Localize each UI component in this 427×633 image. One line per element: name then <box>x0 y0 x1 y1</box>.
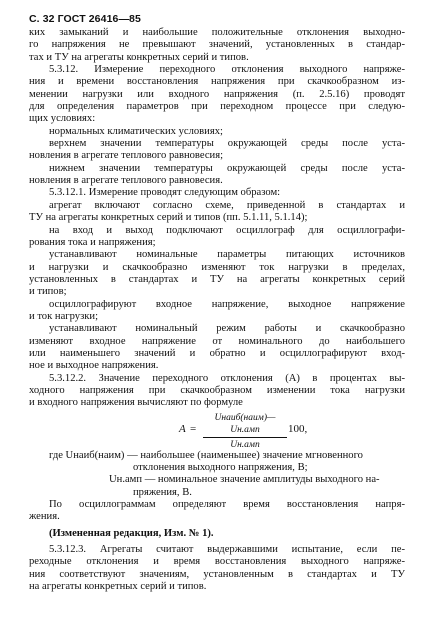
where-line: Uн.амп — номинальное значение амплитуды выходного на- <box>109 474 380 486</box>
list-item: верхнем значении температуры окружающей среды после уста- <box>49 138 405 150</box>
text-line: и ток нагрузки; <box>29 310 99 322</box>
text-line: или наименьшего значений и обратно и осциллографируют вход- <box>29 347 405 359</box>
formula-denominator: Uн.амп <box>230 439 260 450</box>
text-line: установленных в стандартах и ТУ на агрегаты конкретных серий <box>29 273 405 285</box>
text-line: ТУ на агрегаты конкретных серий и типов (пп. 5.1.11, 5.1.14); <box>29 212 308 224</box>
text-line: ходного напряжения при скачкообразном изменении тока нагрузки <box>29 384 405 396</box>
text-line: новления в агрегате теплового равновесия; <box>29 150 224 162</box>
text-line: рования тока и напряжения; <box>29 236 156 248</box>
fraction-bar <box>203 437 287 438</box>
where-line: пряжения, В. <box>133 486 192 498</box>
section-5-3-12-3-heading: 5.3.12.3. Агрегаты считают выдержавшими испытание, если пе- <box>49 544 405 556</box>
formula-equals: = <box>190 422 197 435</box>
formula-lhs: A <box>179 422 186 435</box>
formula <box>29 412 405 450</box>
text-line: жения. <box>29 511 60 523</box>
where-line: где Uнаиб(наим) — наибольшее (наименьшее) значение мгновенного <box>49 449 363 461</box>
document-body <box>29 27 405 593</box>
text-line: го напряжения не превышают значений, установленных в стандар- <box>29 39 405 51</box>
text-line: менении нагрузки или входного напряжения (п. 2.5.16) проводят <box>29 88 405 100</box>
section-5-3-12-1-heading: 5.3.12.1. Измерение проводят следующим образом: <box>49 187 281 199</box>
text-line: ния соответствуют значениям, установленным в стандартах и ТУ <box>29 568 405 580</box>
text-line: и типов; <box>29 286 67 298</box>
list-item: нормальных климатических условиях; <box>49 125 223 137</box>
text-line: ния и времени восстановления напряжения при скачкообразном из- <box>29 76 405 88</box>
where-line: отклонения выходного напряжения, В; <box>133 462 308 473</box>
text-line: новления в агрегате теплового равновесия. <box>29 175 223 187</box>
text-line: тах и ТУ на агрегаты конкретных серий и типов. <box>29 51 249 63</box>
edition-note: (Измененная редакция, Изм. № 1). <box>49 527 214 539</box>
list-item: агрегат включают согласно схеме, приведенной в стандартах и <box>49 199 405 211</box>
text-line: на агрегаты конкретных серий и типов. <box>29 581 207 593</box>
text-line: и нагрузки и скачкообразно изменяют ток нагрузки в пределах, <box>29 261 405 273</box>
formula-numerator: Uнаиб(наим)—Uн.амп <box>214 412 276 435</box>
text-line: ное и выходное напряжения. <box>29 360 159 372</box>
text-line: изменяют входное напряжение от номинального до наибольшего <box>29 335 405 347</box>
text-line: По осциллограммам определяют время восстановления напря- <box>49 499 405 511</box>
list-item: нижнем значении температуры окружающей среды после уста- <box>49 162 405 174</box>
text-line: для определения параметров при переходном процессе при следую- <box>29 101 405 113</box>
formula-fraction <box>203 412 287 451</box>
section-5-3-12-heading: 5.3.12. Измерение переходного отклонения выходного напряже- <box>49 64 405 76</box>
list-item: устанавливают номинальные параметры питающих источников <box>49 249 405 261</box>
page-header: С. 32 ГОСТ 26416—85 <box>29 13 141 25</box>
text-line: ких замыканий и наибольшие положительные отклонения выходно- <box>29 27 405 38</box>
section-5-3-12-2-heading: 5.3.12.2. Значение переходного отклонения (A) в процентах вы- <box>49 372 405 384</box>
list-item: на вход и выход подключают осциллограф для осциллографи- <box>49 224 405 236</box>
text-line: и входного напряжения вычисляют по формуле <box>29 397 243 409</box>
text-line: щих условиях: <box>29 113 96 125</box>
text-line: реходные отклонения и время восстановления выходного напряже- <box>29 556 405 568</box>
formula-multiplier: 100, <box>288 422 308 435</box>
list-item: осциллографируют входное напряжение, выходное напряжение <box>49 298 405 310</box>
list-item: устанавливают номинальный режим работы и скачкообразно <box>49 323 405 335</box>
